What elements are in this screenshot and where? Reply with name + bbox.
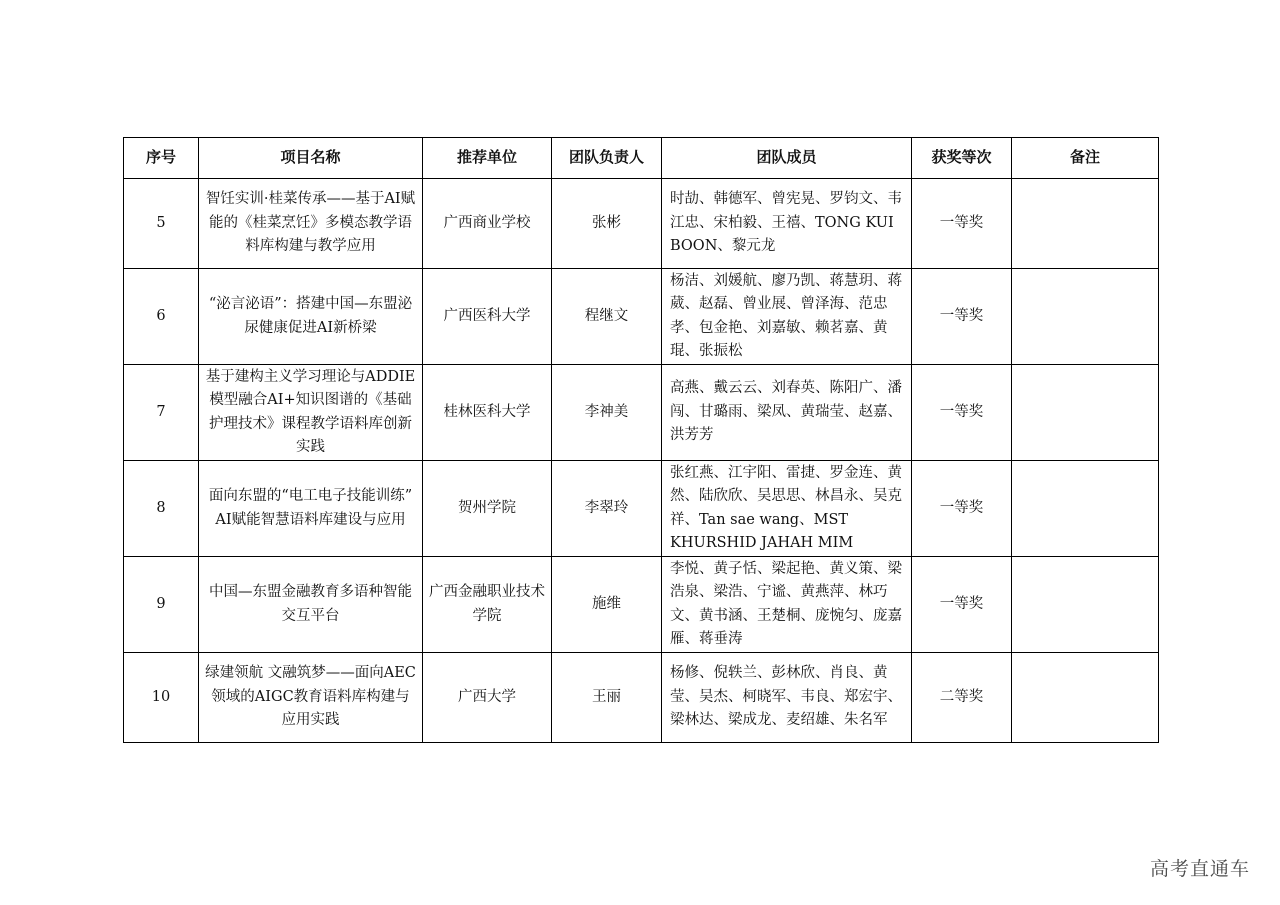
cell-team-members: 时劼、韩德军、曾宪晃、罗钧文、韦江忠、宋柏毅、王禧、TONG KUI BOON、黎元龙 [662, 179, 912, 269]
table-row [124, 557, 1159, 653]
cell-project-name: “泌言泌语”：搭建中国—东盟泌尿健康促进AI新桥梁 [199, 269, 423, 365]
cell-team-members: 张红燕、江宇阳、雷捷、罗金连、黄然、陆欣欣、吴思思、林昌永、吴克祥、Tan sae wang、MST KHURSHID JAHAH MIM [662, 461, 912, 557]
cell-recommending-unit: 贺州学院 [423, 461, 552, 557]
cell-remarks [1012, 653, 1159, 743]
cell-award-level: 一等奖 [912, 269, 1012, 365]
cell-serial-no: 10 [124, 653, 199, 743]
cell-remarks [1012, 179, 1159, 269]
header-team-leader: 团队负责人 [552, 138, 662, 179]
table-body [124, 179, 1159, 743]
cell-team-leader: 程继文 [552, 269, 662, 365]
cell-serial-no: 7 [124, 365, 199, 461]
watermark-text: 高考直通车 [1149, 858, 1250, 880]
header-row [124, 138, 1159, 179]
cell-project-name: 智饪实训·桂菜传承——基于AI赋能的《桂菜烹饪》多模态教学语料库构建与教学应用 [199, 179, 423, 269]
cell-award-level: 一等奖 [912, 461, 1012, 557]
cell-project-name: 绿建领航 文融筑梦——面向AEC领域的AIGC教育语料库构建与应用实践 [199, 653, 423, 743]
cell-team-leader: 王丽 [552, 653, 662, 743]
cell-team-leader: 施维 [552, 557, 662, 653]
award-table [123, 137, 1159, 743]
cell-recommending-unit: 广西医科大学 [423, 269, 552, 365]
cell-team-members: 杨修、倪轶兰、彭林欣、肖良、黄莹、吴杰、柯晓军、韦良、郑宏宇、梁林达、梁成龙、麦绍雄、朱名军 [662, 653, 912, 743]
header-project-name: 项目名称 [199, 138, 423, 179]
cell-team-members: 高燕、戴云云、刘春英、陈阳广、潘闯、甘璐雨、梁凤、黄瑞莹、赵嘉、洪芳芳 [662, 365, 912, 461]
cell-team-leader: 李神美 [552, 365, 662, 461]
cell-project-name: 基于建构主义学习理论与ADDIE模型融合AI+知识图谱的《基础护理技术》课程教学语料库创新实践 [199, 365, 423, 461]
cell-remarks [1012, 269, 1159, 365]
header-serial-no: 序号 [124, 138, 199, 179]
cell-project-name: 面向东盟的“电工电子技能训练” AI赋能智慧语料库建设与应用 [199, 461, 423, 557]
cell-serial-no: 8 [124, 461, 199, 557]
cell-award-level: 二等奖 [912, 653, 1012, 743]
cell-team-members: 李悦、黄子恬、梁起艳、黄义策、梁浩泉、梁浩、宁谧、黄燕萍、林巧文、黄书涵、王楚桐、庞惋匀、庞嘉雁、蒋垂涛 [662, 557, 912, 653]
table-header [124, 138, 1159, 179]
cell-project-name: 中国—东盟金融教育多语种智能交互平台 [199, 557, 423, 653]
cell-serial-no: 9 [124, 557, 199, 653]
table-row [124, 461, 1159, 557]
cell-recommending-unit: 广西商业学校 [423, 179, 552, 269]
cell-serial-no: 5 [124, 179, 199, 269]
header-team-members: 团队成员 [662, 138, 912, 179]
cell-remarks [1012, 461, 1159, 557]
table-row [124, 365, 1159, 461]
cell-remarks [1012, 365, 1159, 461]
cell-team-members: 杨洁、刘媛航、廖乃凯、蒋慧玥、蒋葳、赵磊、曾业展、曾泽海、范忠孝、包金艳、刘嘉敏、赖茗嘉、黄琨、张振松 [662, 269, 912, 365]
cell-award-level: 一等奖 [912, 557, 1012, 653]
cell-recommending-unit: 广西大学 [423, 653, 552, 743]
cell-serial-no: 6 [124, 269, 199, 365]
table-row [124, 653, 1159, 743]
cell-recommending-unit: 广西金融职业技术学院 [423, 557, 552, 653]
header-recommending-unit: 推荐单位 [423, 138, 552, 179]
cell-remarks [1012, 557, 1159, 653]
cell-team-leader: 李翠玲 [552, 461, 662, 557]
cell-team-leader: 张彬 [552, 179, 662, 269]
cell-award-level: 一等奖 [912, 179, 1012, 269]
cell-recommending-unit: 桂林医科大学 [423, 365, 552, 461]
header-remarks: 备注 [1012, 138, 1159, 179]
table-row [124, 269, 1159, 365]
table-row [124, 179, 1159, 269]
header-award-level: 获奖等次 [912, 138, 1012, 179]
cell-award-level: 一等奖 [912, 365, 1012, 461]
